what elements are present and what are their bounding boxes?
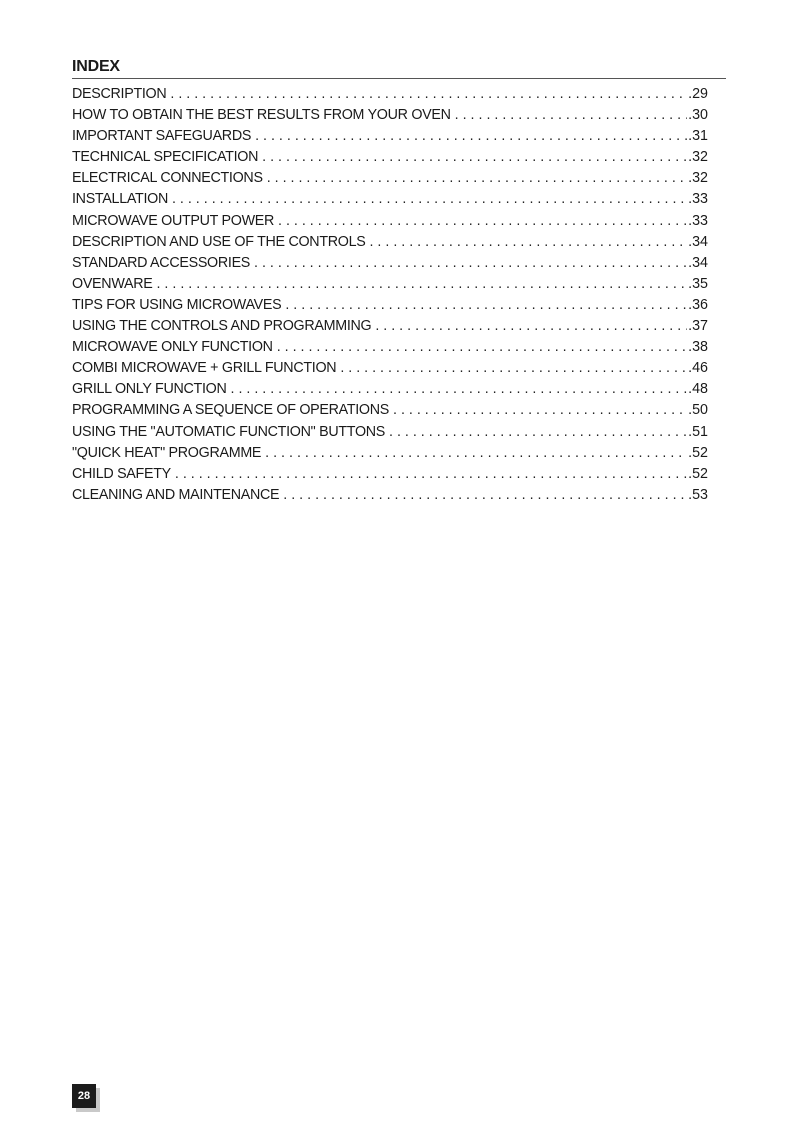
toc-entry-title: DESCRIPTION [72,86,167,102]
toc-entry-title: MICROWAVE OUTPUT POWER [72,212,275,229]
toc-entry [72,211,708,232]
toc-entry-title: OVENWARE [72,275,153,292]
toc-dot-leader [283,485,687,506]
toc-entry-page: .38 [688,339,708,356]
toc-entry-title: USING THE "AUTOMATIC FUNCTION" BUTTONS [72,423,386,440]
index-heading: INDEX [72,58,120,75]
heading-underline [72,78,726,79]
toc-dot-leader [340,358,687,379]
toc-entry-page: .52 [688,465,708,482]
toc-entry-page: .34 [688,233,708,250]
toc-dot-leader [255,126,687,147]
toc-entry [72,189,708,210]
toc-entry-title: TECHNICAL SPECIFICATION [72,149,259,166]
toc-entry-title: TIPS FOR USING MICROWAVES [72,296,282,313]
toc-dot-leader [172,189,687,210]
toc-dot-leader [254,253,687,274]
toc-entry [72,232,708,253]
toc-entry [72,126,708,147]
toc-entry [72,147,708,168]
toc-entry [72,84,708,105]
toc-entry-page: .53 [688,486,708,503]
table-of-contents [72,84,708,506]
toc-entry [72,274,708,295]
toc-dot-leader [265,443,687,464]
toc-entry-page: .31 [688,128,708,145]
toc-entry-title: INSTALLATION [72,191,168,208]
toc-entry-page: .33 [688,191,708,208]
toc-entry [72,337,708,358]
toc-entry-page: .52 [688,444,708,461]
toc-dot-leader [175,464,687,485]
toc-dot-leader [277,337,687,358]
toc-dot-leader [267,168,687,189]
toc-entry [72,358,708,379]
toc-entry [72,422,708,443]
toc-dot-leader [375,316,687,337]
toc-entry [72,443,708,464]
toc-entry-title: GRILL ONLY FUNCTION [72,381,227,398]
toc-entry-title: STANDARD ACCESSORIES [72,254,251,271]
toc-entry [72,168,708,189]
toc-entry-title: "QUICK HEAT" PROGRAMME [72,444,262,461]
toc-entry-page: .51 [688,423,708,440]
toc-entry-title: CHILD SAFETY [72,465,171,482]
toc-entry-page: .32 [688,149,708,166]
toc-entry-page: .48 [688,381,708,398]
toc-entry-page: .30 [688,107,708,124]
toc-dot-leader [278,211,687,232]
toc-entry-title: PROGRAMMING A SEQUENCE OF OPERATIONS [72,402,390,419]
toc-entry-title: COMBI MICROWAVE + GRILL FUNCTION [72,360,337,377]
toc-entry [72,295,708,316]
toc-entry-page: .32 [688,170,708,187]
toc-entry-title: DESCRIPTION AND USE OF THE CONTROLS [72,233,366,250]
toc-dot-leader [369,232,687,253]
toc-entry [72,379,708,400]
toc-entry-page: .34 [688,254,708,271]
toc-dot-leader [455,105,687,126]
toc-entry-title: CLEANING AND MAINTENANCE [72,486,280,503]
toc-entry [72,316,708,337]
toc-entry-title: ELECTRICAL CONNECTIONS [72,170,263,187]
toc-entry-page: .37 [688,318,708,335]
toc-dot-leader [389,422,687,443]
toc-entry [72,400,708,421]
toc-entry-title: MICROWAVE ONLY FUNCTION [72,339,273,356]
toc-entry-page: .29 [688,86,708,102]
toc-dot-leader [285,295,687,316]
toc-entry-page: .33 [688,212,708,229]
toc-entry-title: IMPORTANT SAFEGUARDS [72,128,252,145]
toc-dot-leader [170,84,687,105]
toc-dot-leader [262,147,687,168]
toc-entry-page: .50 [688,402,708,419]
toc-entry-title: HOW TO OBTAIN THE BEST RESULTS FROM YOUR OVEN [72,107,451,124]
toc-entry-page: .46 [688,360,708,377]
toc-dot-leader [156,274,687,295]
page-number-badge: 28 [72,1084,96,1108]
toc-entry [72,105,708,126]
toc-entry-title: USING THE CONTROLS AND PROGRAMMING [72,318,372,335]
toc-entry-page: .35 [688,275,708,292]
toc-entry-page: .36 [688,296,708,313]
toc-dot-leader [393,400,687,421]
toc-entry [72,464,708,485]
toc-entry [72,485,708,506]
toc-entry [72,253,708,274]
toc-dot-leader [231,379,688,400]
